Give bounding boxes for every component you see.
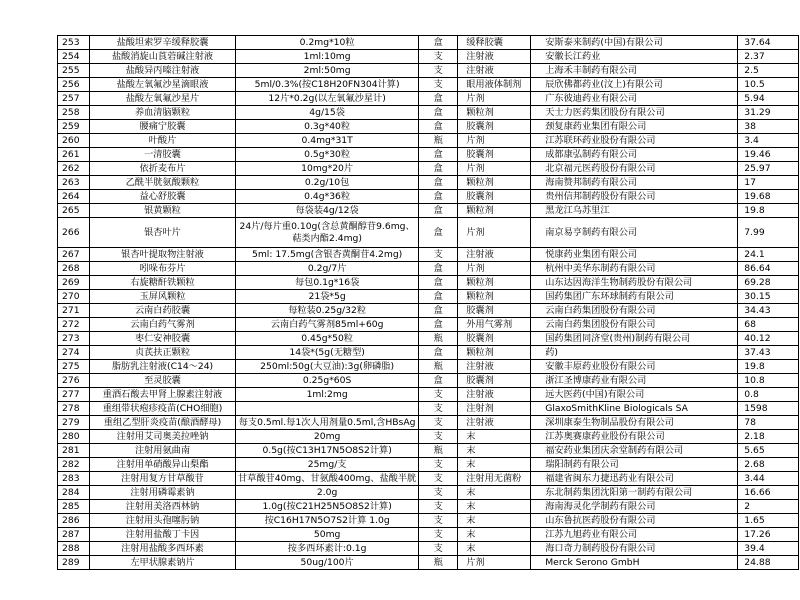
dosage-form-cell: 眼用液体制剂 (458, 78, 531, 92)
dosage-form-cell: 注射用无菌粉 (458, 472, 531, 486)
price-cell: 17.26 (738, 528, 799, 542)
unit-cell: 支 (419, 402, 458, 416)
price-cell: 78 (738, 416, 799, 430)
row-number-cell: 260 (58, 134, 90, 148)
table-row (58, 120, 799, 134)
price-cell: 30.15 (738, 290, 799, 304)
row-number-cell: 269 (58, 276, 90, 290)
drug-name-cell: 脂肪乳注射液(C14～24) (90, 360, 236, 374)
row-number-cell: 266 (58, 218, 90, 248)
drug-name-cell: 至灵胶囊 (90, 374, 236, 388)
table-row (58, 262, 799, 276)
price-cell: 0.8 (738, 388, 799, 402)
table-row (58, 346, 799, 360)
dosage-form-cell: 注射液 (458, 388, 531, 402)
manufacturer-cell: 悦康药业集团有限公司 (531, 248, 738, 262)
drug-name-cell: 依折麦布片 (90, 162, 236, 176)
manufacturer-cell: 国药集团同济堂(贵州)制药有限公司 (531, 332, 738, 346)
dosage-form-cell: 颗粒剂 (458, 290, 531, 304)
specification-cell: 0.2g/10包 (236, 176, 419, 190)
price-cell: 24.88 (738, 556, 799, 570)
drug-name-cell: 重组乙型肝炎疫苗(酿酒酵母) (90, 416, 236, 430)
dosage-form-cell: 末 (458, 528, 531, 542)
price-cell: 5.94 (738, 92, 799, 106)
row-number-cell: 275 (58, 360, 90, 374)
row-number-cell: 263 (58, 176, 90, 190)
table-row (58, 162, 799, 176)
row-number-cell: 278 (58, 402, 90, 416)
drug-name-cell: 盐酸异丙嗪注射液 (90, 64, 236, 78)
drug-name-cell: 养血清脑颗粒 (90, 106, 236, 120)
table-row (58, 514, 799, 528)
specification-cell: 14袋*(5g(无糖型) (236, 346, 419, 360)
table-row (58, 204, 799, 218)
dosage-form-cell: 颗粒剂 (458, 346, 531, 360)
drug-name-cell: 云南白药气雾剂 (90, 318, 236, 332)
row-number-cell: 254 (58, 50, 90, 64)
drug-name-cell: 腰痛宁胶囊 (90, 120, 236, 134)
dosage-form-cell: 末 (458, 486, 531, 500)
unit-cell: 瓶 (419, 134, 458, 148)
unit-cell: 瓶 (419, 332, 458, 346)
unit-cell: 盒 (419, 120, 458, 134)
dosage-form-cell: 片剂 (458, 92, 531, 106)
dosage-form-cell: 缓释胶囊 (458, 36, 531, 50)
manufacturer-cell: 海口奇力制药股份有限公司 (531, 542, 738, 556)
price-cell: 19.68 (738, 190, 799, 204)
price-cell: 19.46 (738, 148, 799, 162)
specification-cell: 每包0.1g*16袋 (236, 276, 419, 290)
drug-name-cell: 盐酸消旋山莨菪碱注射液 (90, 50, 236, 64)
drug-name-cell: 叶酸片 (90, 134, 236, 148)
unit-cell: 支 (419, 486, 458, 500)
specification-cell (236, 402, 419, 416)
row-number-cell: 279 (58, 416, 90, 430)
row-number-cell: 272 (58, 318, 90, 332)
drug-name-cell: 一清胶囊 (90, 148, 236, 162)
unit-cell: 支 (419, 500, 458, 514)
drug-name-cell: 云南白药胶囊 (90, 304, 236, 318)
table-row (58, 500, 799, 514)
drug-name-cell: 益心舒胶囊 (90, 190, 236, 204)
manufacturer-cell: 黑龙江乌苏里江 (531, 204, 738, 218)
unit-cell: 盒 (419, 176, 458, 190)
table-row (58, 444, 799, 458)
specification-cell: 每粒装0.25g/32粒 (236, 304, 419, 318)
specification-cell: 0.25g*60S (236, 374, 419, 388)
drug-name-cell: 注射用盐酸丁卡因 (90, 528, 236, 542)
unit-cell: 盒 (419, 262, 458, 276)
specification-cell: 0.2g/7片 (236, 262, 419, 276)
specification-cell: 50ug/100片 (236, 556, 419, 570)
drug-name-cell: 银杏叶片 (90, 218, 236, 248)
manufacturer-cell: 山东鲁抗医药股份有限公司 (531, 514, 738, 528)
manufacturer-cell: 江苏九旭药业有限公司 (531, 528, 738, 542)
row-number-cell: 288 (58, 542, 90, 556)
specification-cell: 2ml:50mg (236, 64, 419, 78)
drug-name-cell: 枣仁安神胶囊 (90, 332, 236, 346)
row-number-cell: 287 (58, 528, 90, 542)
specification-cell: 云南白药气雾剂85ml+60g (236, 318, 419, 332)
row-number-cell: 257 (58, 92, 90, 106)
specification-cell: 每支0.5ml.每1次人用剂量0.5ml,含HBsAg (236, 416, 419, 430)
dosage-form-cell: 注射液 (458, 50, 531, 64)
table-row (58, 318, 799, 332)
row-number-cell: 277 (58, 388, 90, 402)
table-row (58, 134, 799, 148)
specification-cell: 0.45g*50粒 (236, 332, 419, 346)
drug-name-cell: 注射用复方甘草酸苷 (90, 472, 236, 486)
unit-cell: 支 (419, 416, 458, 430)
drug-name-cell: 右旋糖酐铁颗粒 (90, 276, 236, 290)
drug-name-cell: 重酒石酸去甲肾上腺素注射液 (90, 388, 236, 402)
table-row (58, 486, 799, 500)
row-number-cell: 284 (58, 486, 90, 500)
dosage-form-cell: 注射液 (458, 416, 531, 430)
table-row (58, 190, 799, 204)
price-cell: 38 (738, 120, 799, 134)
manufacturer-cell: 江苏联环药业股份有限公司 (531, 134, 738, 148)
table-row (58, 248, 799, 262)
table-row (58, 332, 799, 346)
unit-cell: 盒 (419, 36, 458, 50)
unit-cell: 盒 (419, 218, 458, 248)
unit-cell: 盒 (419, 304, 458, 318)
dosage-form-cell: 胶囊剂 (458, 148, 531, 162)
unit-cell: 盒 (419, 190, 458, 204)
drug-name-cell: 贞芪扶正颗粒 (90, 346, 236, 360)
dosage-form-cell: 注射液 (458, 360, 531, 374)
specification-cell: 甘草酸苷40mg、甘氨酸400mg、盐酸半胱 (236, 472, 419, 486)
dosage-form-cell: 注射剂 (458, 402, 531, 416)
price-cell: 24.1 (738, 248, 799, 262)
table-row (58, 416, 799, 430)
price-cell: 2.5 (738, 64, 799, 78)
price-cell: 2 (738, 500, 799, 514)
price-cell: 10.8 (738, 374, 799, 388)
drug-name-cell: 盐酸坦索罗辛缓释胶囊 (90, 36, 236, 50)
table-row (58, 430, 799, 444)
manufacturer-cell: 南京易亨制药有限公司 (531, 218, 738, 248)
manufacturer-cell: 瑞阳制药有限公司 (531, 458, 738, 472)
unit-cell: 瓶 (419, 556, 458, 570)
unit-cell: 支 (419, 542, 458, 556)
price-cell: 37.64 (738, 36, 799, 50)
row-number-cell: 258 (58, 106, 90, 120)
row-number-cell: 285 (58, 500, 90, 514)
dosage-form-cell: 胶囊剂 (458, 332, 531, 346)
manufacturer-cell: 杭州中美华东制药有限公司 (531, 262, 738, 276)
manufacturer-cell: 海南赞邦制药有限公司 (531, 176, 738, 190)
table-row (58, 528, 799, 542)
dosage-form-cell: 外用气雾剂 (458, 318, 531, 332)
drug-name-cell: 注射用美洛西林钠 (90, 500, 236, 514)
row-number-cell: 268 (58, 262, 90, 276)
table-row (58, 106, 799, 120)
row-number-cell: 253 (58, 36, 90, 50)
row-number-cell: 289 (58, 556, 90, 570)
drug-price-table (57, 35, 799, 570)
drug-name-cell: 银黄颗粒 (90, 204, 236, 218)
specification-cell: 0.3g*40粒 (236, 120, 419, 134)
unit-cell: 盒 (419, 290, 458, 304)
price-cell: 2.18 (738, 430, 799, 444)
table-row (58, 458, 799, 472)
dosage-form-cell: 颗粒剂 (458, 204, 531, 218)
specification-cell: 5ml/0.3%(按C18H20FN304计算) (236, 78, 419, 92)
price-cell: 3.4 (738, 134, 799, 148)
row-number-cell: 264 (58, 190, 90, 204)
unit-cell: 支 (419, 430, 458, 444)
dosage-form-cell: 颗粒剂 (458, 276, 531, 290)
drug-name-cell: 银杏叶提取物注射液 (90, 248, 236, 262)
specification-cell: 4g/15袋 (236, 106, 419, 120)
row-number-cell: 286 (58, 514, 90, 528)
manufacturer-cell: 上海禾丰制药有限公司 (531, 64, 738, 78)
row-number-cell: 276 (58, 374, 90, 388)
manufacturer-cell: 深圳康泰生物制品股份有限公司 (531, 416, 738, 430)
unit-cell: 盒 (419, 276, 458, 290)
manufacturer-cell: 东北制药集团沈阳第一制药有限公司 (531, 486, 738, 500)
dosage-form-cell: 片剂 (458, 134, 531, 148)
dosage-form-cell: 末 (458, 458, 531, 472)
row-number-cell: 282 (58, 458, 90, 472)
dosage-form-cell: 末 (458, 430, 531, 444)
price-cell: 40.12 (738, 332, 799, 346)
manufacturer-cell: 贵州信邦制药股份有限公司 (531, 190, 738, 204)
manufacturer-cell: 广东彼迪药业有限公司 (531, 92, 738, 106)
unit-cell: 支 (419, 64, 458, 78)
table-row (58, 36, 799, 50)
price-cell: 5.65 (738, 444, 799, 458)
unit-cell: 支 (419, 528, 458, 542)
unit-cell: 盒 (419, 106, 458, 120)
dosage-form-cell: 末 (458, 444, 531, 458)
manufacturer-cell: 国药集团广东环球制药有限公司 (531, 290, 738, 304)
drug-name-cell: 注射用氨曲南 (90, 444, 236, 458)
dosage-form-cell: 末 (458, 542, 531, 556)
price-cell: 19.8 (738, 204, 799, 218)
specification-cell: 按多西环素计:0.1g (236, 542, 419, 556)
unit-cell: 盒 (419, 346, 458, 360)
unit-cell: 盒 (419, 92, 458, 106)
manufacturer-cell: 远大医药(中国)有限公司 (531, 388, 738, 402)
unit-cell: 盒 (419, 318, 458, 332)
specification-cell: 25mg/支 (236, 458, 419, 472)
price-cell: 10.5 (738, 78, 799, 92)
price-cell: 19.8 (738, 360, 799, 374)
table-row (58, 374, 799, 388)
row-number-cell: 259 (58, 120, 90, 134)
table-row (58, 148, 799, 162)
unit-cell: 瓶 (419, 444, 458, 458)
drug-name-cell: 注射用头孢噻肟钠 (90, 514, 236, 528)
manufacturer-cell: 北京福元医药股份有限公司 (531, 162, 738, 176)
dosage-form-cell: 片剂 (458, 218, 531, 248)
drug-name-cell: 玉屏风颗粒 (90, 290, 236, 304)
dosage-form-cell: 末 (458, 500, 531, 514)
unit-cell: 支 (419, 514, 458, 528)
price-cell: 86.64 (738, 262, 799, 276)
row-number-cell: 281 (58, 444, 90, 458)
manufacturer-cell: 江苏奥赛康药业股份有限公司 (531, 430, 738, 444)
dosage-form-cell: 胶囊剂 (458, 374, 531, 388)
manufacturer-cell: 天士力医药集团股份有限公司 (531, 106, 738, 120)
specification-cell: 20mg (236, 430, 419, 444)
dosage-form-cell: 注射液 (458, 248, 531, 262)
price-cell: 2.37 (738, 50, 799, 64)
manufacturer-cell: 浙江圣博康药业有限公司 (531, 374, 738, 388)
dosage-form-cell: 片剂 (458, 162, 531, 176)
manufacturer-cell: 安徽长江药业 (531, 50, 738, 64)
dosage-form-cell: 片剂 (458, 262, 531, 276)
unit-cell: 支 (419, 388, 458, 402)
price-cell: 68 (738, 318, 799, 332)
row-number-cell: 256 (58, 78, 90, 92)
unit-cell: 支 (419, 472, 458, 486)
table-row (58, 176, 799, 190)
price-cell: 7.99 (738, 218, 799, 248)
row-number-cell: 270 (58, 290, 90, 304)
manufacturer-cell: 福建省闽东力捷迅药业有限公司 (531, 472, 738, 486)
row-number-cell: 283 (58, 472, 90, 486)
unit-cell: 盒 (419, 374, 458, 388)
unit-cell: 支 (419, 458, 458, 472)
row-number-cell: 267 (58, 248, 90, 262)
price-cell: 37.43 (738, 346, 799, 360)
unit-cell: 盒 (419, 162, 458, 176)
specification-cell: 24片/每片重0.10g(含总黄酮醇苷9.6mg、萜类内酯2.4mg) (236, 218, 419, 248)
manufacturer-cell: 福安药业集团庆余堂制药有限公司 (531, 444, 738, 458)
table-row (58, 92, 799, 106)
specification-cell: 250ml:50g(大豆油):3g(卵磷脂) (236, 360, 419, 374)
table-row (58, 542, 799, 556)
manufacturer-cell: GlaxoSmithKline Biologicals SA (531, 402, 738, 416)
price-cell: 17 (738, 176, 799, 190)
row-number-cell: 273 (58, 332, 90, 346)
specification-cell: 0.4g*36粒 (236, 190, 419, 204)
drug-name-cell: 乙酰半胱氨酸颗粒 (90, 176, 236, 190)
dosage-form-cell: 胶囊剂 (458, 120, 531, 134)
specification-cell: 每袋装4g/12袋 (236, 204, 419, 218)
dosage-form-cell: 胶囊剂 (458, 304, 531, 318)
manufacturer-cell: 海南海灵化学制药有限公司 (531, 500, 738, 514)
price-cell: 31.29 (738, 106, 799, 120)
table-row (58, 304, 799, 318)
drug-name-cell: 盐酸左氧氟沙星滴眼液 (90, 78, 236, 92)
row-number-cell: 274 (58, 346, 90, 360)
unit-cell: 支 (419, 78, 458, 92)
manufacturer-cell: 药) (531, 346, 738, 360)
unit-cell: 瓶 (419, 360, 458, 374)
price-cell: 25.97 (738, 162, 799, 176)
dosage-form-cell: 末 (458, 514, 531, 528)
drug-name-cell: 重组带状疱疹疫苗(CHO细胞) (90, 402, 236, 416)
drug-name-cell: 注射用艾司奥美拉唑钠 (90, 430, 236, 444)
specification-cell: 12片*0.2g(以左氧氟沙星计) (236, 92, 419, 106)
specification-cell: 1ml:10mg (236, 50, 419, 64)
unit-cell: 支 (419, 248, 458, 262)
price-cell: 3.44 (738, 472, 799, 486)
price-cell: 1598 (738, 402, 799, 416)
drug-name-cell: 吲哚布芬片 (90, 262, 236, 276)
price-cell: 69.28 (738, 276, 799, 290)
table-row (58, 78, 799, 92)
price-cell: 1.65 (738, 514, 799, 528)
manufacturer-cell: 颈复康药业集团有限公司 (531, 120, 738, 134)
dosage-form-cell: 注射液 (458, 64, 531, 78)
specification-cell: 5ml: 17.5mg(含银杏黄酮苷4.2mg) (236, 248, 419, 262)
specification-cell: 0.5g*30粒 (236, 148, 419, 162)
dosage-form-cell: 胶囊剂 (458, 190, 531, 204)
specification-cell: 按C16H17N5O7S2计算 1.0g (236, 514, 419, 528)
table-row (58, 472, 799, 486)
dosage-form-cell: 颗粒剂 (458, 106, 531, 120)
table-row (58, 290, 799, 304)
drug-name-cell: 注射用磷霉素钠 (90, 486, 236, 500)
manufacturer-cell: 安徽丰原药业股份有限公司 (531, 360, 738, 374)
table-row (58, 50, 799, 64)
specification-cell: 0.4mg*31T (236, 134, 419, 148)
dosage-form-cell: 片剂 (458, 556, 531, 570)
table-row (58, 218, 799, 248)
specification-cell: 1ml:2mg (236, 388, 419, 402)
unit-cell: 盒 (419, 204, 458, 218)
unit-cell: 支 (419, 50, 458, 64)
unit-cell: 盒 (419, 148, 458, 162)
row-number-cell: 271 (58, 304, 90, 318)
row-number-cell: 280 (58, 430, 90, 444)
manufacturer-cell: 云南白药集团股份有限公司 (531, 318, 738, 332)
table-row (58, 276, 799, 290)
specification-cell: 0.2mg*10粒 (236, 36, 419, 50)
price-cell: 34.43 (738, 304, 799, 318)
price-cell: 16.66 (738, 486, 799, 500)
price-cell: 2.68 (738, 458, 799, 472)
row-number-cell: 255 (58, 64, 90, 78)
specification-cell: 21袋*5g (236, 290, 419, 304)
drug-name-cell: 左甲状腺素钠片 (90, 556, 236, 570)
drug-name-cell: 注射用盐酸多西环素 (90, 542, 236, 556)
specification-cell: 2.0g (236, 486, 419, 500)
table-row (58, 360, 799, 374)
table-row (58, 64, 799, 78)
specification-cell: 0.5g(按C13H17N5O8S2计算) (236, 444, 419, 458)
drug-name-cell: 盐酸左氧氟沙星片 (90, 92, 236, 106)
specification-cell: 50mg (236, 528, 419, 542)
specification-cell: 1.0g(按C21H25N5O8S2计算) (236, 500, 419, 514)
row-number-cell: 265 (58, 204, 90, 218)
manufacturer-cell: 山东达因海洋生物制药股份有限公司 (531, 276, 738, 290)
table-body (58, 36, 799, 570)
manufacturer-cell: 云南白药集团股份有限公司 (531, 304, 738, 318)
table-row (58, 402, 799, 416)
dosage-form-cell: 颗粒剂 (458, 176, 531, 190)
specification-cell: 10mg*20片 (236, 162, 419, 176)
manufacturer-cell: Merck Serono GmbH (531, 556, 738, 570)
table-row (58, 556, 799, 570)
manufacturer-cell: 安斯泰来制药(中国)有限公司 (531, 36, 738, 50)
manufacturer-cell: 辰欣佛都药业(汶上)有限公司 (531, 78, 738, 92)
manufacturer-cell: 成都康弘制药有限公司 (531, 148, 738, 162)
drug-name-cell: 注射用单硝酸异山梨酯 (90, 458, 236, 472)
price-cell: 39.4 (738, 542, 799, 556)
row-number-cell: 262 (58, 162, 90, 176)
row-number-cell: 261 (58, 148, 90, 162)
table-row (58, 388, 799, 402)
